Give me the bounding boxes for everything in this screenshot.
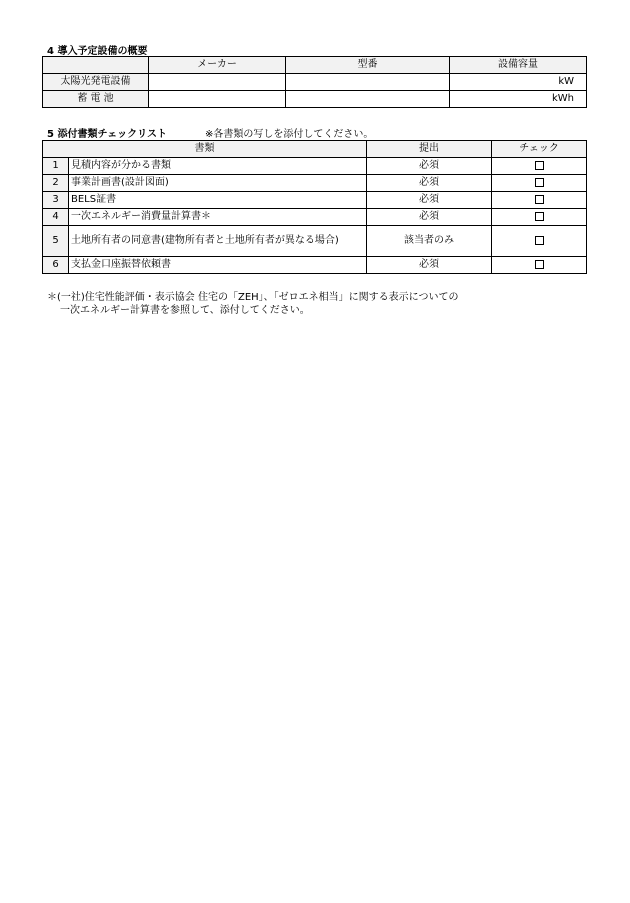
- table-row: [43, 257, 587, 274]
- footnote-line-1: ＊(一社)住宅性能評価・表示協会 住宅の「ZEH」、「ゼロエネ相当」に関する表示についての: [47, 292, 459, 303]
- model-field-solar[interactable]: [286, 74, 450, 91]
- footnote-line-2: 一次エネルギー計算書を参照して、添付してください。: [60, 305, 310, 316]
- checkbox[interactable]: [535, 212, 544, 221]
- checkbox[interactable]: [535, 260, 544, 269]
- table-row: [43, 192, 587, 209]
- section4-title: 4 導入予定設備の概要: [47, 46, 148, 57]
- documents-checklist-table: [42, 140, 587, 274]
- row-number: 6: [43, 257, 69, 274]
- submission-requirement: 必須: [367, 175, 492, 192]
- submission-requirement: 該当者のみ: [367, 226, 492, 257]
- equipment-header-maker: メーカー: [149, 57, 286, 74]
- equipment-row-label: 太陽光発電設備: [43, 74, 149, 91]
- submission-requirement: 必須: [367, 158, 492, 175]
- equipment-table: [42, 56, 587, 108]
- check-cell: [492, 226, 587, 257]
- maker-field-solar[interactable]: [149, 74, 286, 91]
- equipment-header-blank: [43, 57, 149, 74]
- row-number: 5: [43, 226, 69, 257]
- capacity-unit: kWh: [551, 93, 574, 105]
- row-number: 3: [43, 192, 69, 209]
- checklist-header-check: チェック: [492, 141, 587, 158]
- capacity-field-battery[interactable]: [450, 91, 587, 108]
- capacity-field-solar[interactable]: [450, 74, 587, 91]
- checklist-header-doc: 書類: [43, 141, 367, 158]
- document-name: 事業計画書(設計図面): [69, 175, 367, 192]
- checkbox[interactable]: [535, 236, 544, 245]
- checkbox[interactable]: [535, 161, 544, 170]
- document-name: 見積内容が分かる書類: [69, 158, 367, 175]
- row-number: 2: [43, 175, 69, 192]
- check-cell: [492, 209, 587, 226]
- section5-note: ※各書類の写しを添付してください。: [205, 129, 374, 140]
- checklist-header-submit: 提出: [367, 141, 492, 158]
- model-field-battery[interactable]: [286, 91, 450, 108]
- equipment-header-model: 型番: [286, 57, 450, 74]
- table-row: [43, 209, 587, 226]
- capacity-unit: kW: [558, 76, 574, 88]
- document-name: 支払金口座振替依頼書: [69, 257, 367, 274]
- checklist-header-row: [43, 141, 587, 158]
- equipment-header-row: [43, 57, 587, 74]
- check-cell: [492, 192, 587, 209]
- equipment-row-battery: [43, 91, 587, 108]
- document-name: 土地所有者の同意書(建物所有者と土地所有者が異なる場合): [69, 226, 367, 257]
- section5-title: 5 添付書類チェックリスト: [47, 129, 167, 140]
- equipment-row-label: 蓄 電 池: [43, 91, 149, 108]
- check-cell: [492, 175, 587, 192]
- equipment-header-capacity: 設備容量: [450, 57, 587, 74]
- checkbox[interactable]: [535, 178, 544, 187]
- document-name: 一次エネルギー消費量計算書＊: [69, 209, 367, 226]
- equipment-row-solar: [43, 74, 587, 91]
- table-row: [43, 226, 587, 257]
- document-name: BELS証書: [69, 192, 367, 209]
- table-row: [43, 158, 587, 175]
- submission-requirement: 必須: [367, 192, 492, 209]
- footnote: [47, 291, 458, 317]
- check-cell: [492, 257, 587, 274]
- check-cell: [492, 158, 587, 175]
- submission-requirement: 必須: [367, 209, 492, 226]
- submission-requirement: 必須: [367, 257, 492, 274]
- maker-field-battery[interactable]: [149, 91, 286, 108]
- checkbox[interactable]: [535, 195, 544, 204]
- row-number: 1: [43, 158, 69, 175]
- row-number: 4: [43, 209, 69, 226]
- table-row: [43, 175, 587, 192]
